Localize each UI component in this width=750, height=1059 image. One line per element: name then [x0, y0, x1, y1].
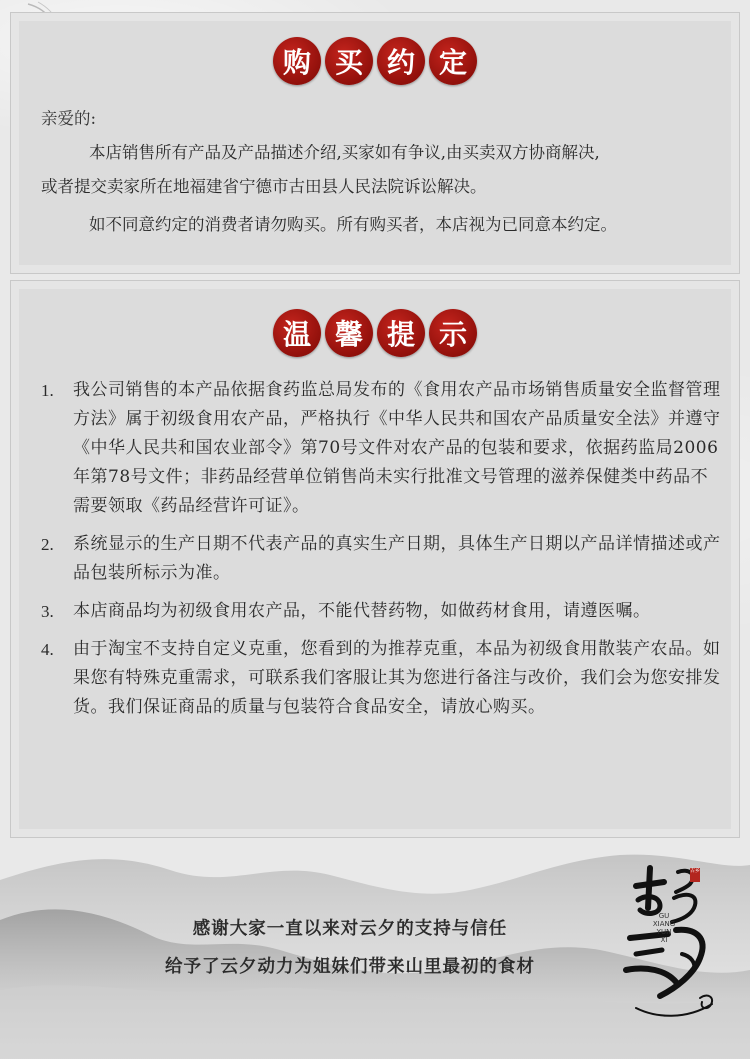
logo-english-text — [644, 912, 684, 944]
tip-number: 1. — [41, 381, 54, 400]
heading-glyph: 温 — [273, 309, 321, 357]
heading-glyph: 购 — [273, 37, 321, 85]
tip-item — [41, 376, 721, 521]
tip-number: 2. — [41, 535, 54, 554]
logo-english-line: XIANG — [652, 920, 676, 928]
heading-glyph: 提 — [377, 309, 425, 357]
warm-tips-heading — [11, 309, 739, 357]
purchase-agreement-heading — [11, 37, 739, 85]
greeting-text: 亲爱的: — [41, 109, 97, 128]
heading-glyph: 买 — [325, 37, 373, 85]
agreement-paragraph: 本店销售所有产品及产品描述介绍,买家如有争议,由买卖双方协商解决, — [89, 143, 600, 162]
heading-glyph: 示 — [429, 309, 477, 357]
tip-number: 3. — [41, 602, 54, 621]
tip-item — [41, 635, 721, 722]
tip-text: 我公司销售的本产品依据食药监总局发布的《食用农产品市场销售质量安全监督管理方法》属于初级食用农产品，严格执行《中华人民共和国农产品质量安全法》并遵守《中华人民共和国农业部令》第70号文件对农产品的包装和要求，依据药监局2006年第78号文件；非药品经营单位销售尚未实行批准文号管理的滋养保健类中药品不需要领取《药品经营许可证》。 — [73, 380, 721, 516]
agreement-paragraph: 或者提交卖家所在地福建省宁德市古田县人民法院诉讼解决。 — [41, 177, 487, 196]
agreement-paragraph: 如不同意约定的消费者请勿购买。所有购买者，本店视为已同意本约定。 — [89, 215, 617, 234]
tip-text: 本店商品均为初级食用农产品，不能代替药物，如做药材食用，请遵医嘱。 — [73, 601, 651, 621]
tip-text: 系统显示的生产日期不代表产品的真实生产日期，具体生产日期以产品详情描述或产品包装所标示为准。 — [73, 534, 721, 583]
logo-english-line: GU — [658, 912, 670, 920]
logo-english-line: XI — [660, 936, 668, 944]
tip-text: 由于淘宝不支持自定义克重，您看到的为推荐克重，本品为初级食用散装产农品。如果您有特殊克重需求，可联系我们客服让其为您进行备注与改价，我们会为您安排发货。我们保证商品的质量与包装符合食品安全，请放心购买。 — [73, 639, 721, 717]
tips-list — [41, 376, 721, 731]
footer-thanks-line: 感谢大家一直以来对云夕的支持与信任 — [192, 919, 508, 939]
tip-item — [41, 530, 721, 588]
purchase-agreement-panel — [10, 12, 740, 274]
footer-mission-line: 给予了云夕动力为姐妹们带来山里最初的食材 — [165, 957, 535, 977]
logo-english-line: YUN — [656, 928, 672, 936]
heading-glyph: 馨 — [325, 309, 373, 357]
warm-tips-panel — [10, 280, 740, 838]
heading-glyph: 定 — [429, 37, 477, 85]
logo-seal: 古乡 — [690, 868, 700, 882]
heading-glyph: 约 — [377, 37, 425, 85]
tip-item — [41, 597, 721, 626]
tip-number: 4. — [41, 640, 54, 659]
